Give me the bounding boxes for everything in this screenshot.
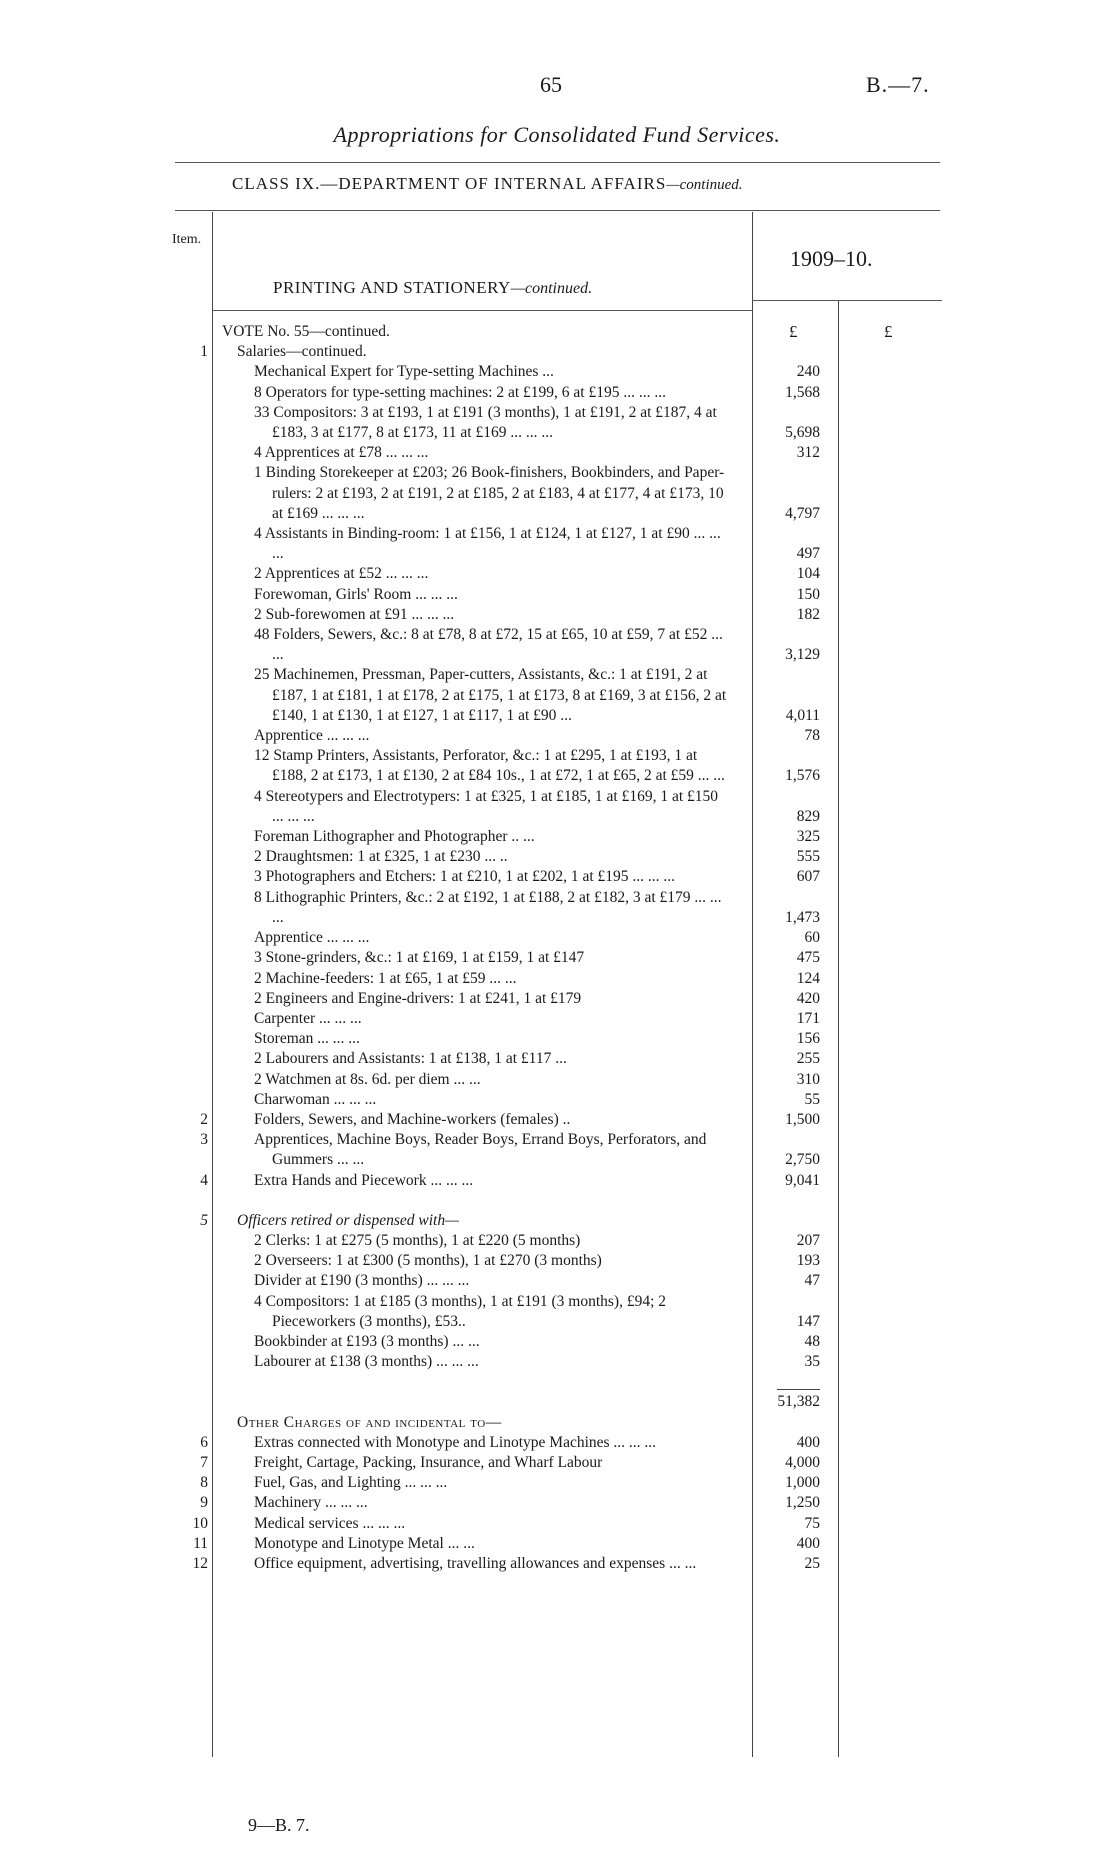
line-item-row xyxy=(0,1049,1114,1069)
line-item-amount: 829 xyxy=(796,807,820,825)
line-item-row xyxy=(0,1554,1114,1574)
line-item-row xyxy=(0,1453,1114,1473)
line-item-description: Monotype and Linotype Metal ... ... xyxy=(254,1534,475,1552)
line-item-amount: 182 xyxy=(796,605,820,623)
line-item-amount: 4,011 xyxy=(785,706,820,724)
line-item-amount: 35 xyxy=(804,1353,820,1371)
line-item-row xyxy=(0,1231,1114,1251)
line-item-amount: 48 xyxy=(804,1332,820,1350)
line-item-row xyxy=(0,989,1114,1009)
class-heading-suffix: —continued. xyxy=(666,177,743,193)
line-item-description: 1 Binding Storekeeper at £203; 26 Book-finishers, Bookbinders, and Paper-rulers: 2 at £193, 2 at £191, 2 at £185, 2 at £183, 4 at £177, 4 at £173, 10 at £169 ... ... ... xyxy=(254,464,725,522)
page-footer: 9—B. 7. xyxy=(248,1815,310,1835)
line-item-description: 4 Stereotypers and Electrotypers: 1 at £325, 1 at £185, 1 at £169, 1 at £150 ... ... ... xyxy=(254,787,719,825)
item-number: 12 xyxy=(192,1554,208,1572)
line-item-description: Salaries—continued. xyxy=(237,343,367,361)
line-item-amount: 255 xyxy=(796,1050,820,1068)
line-item-description: Extras connected with Monotype and Linotype Machines ... ... ... xyxy=(254,1433,657,1451)
line-item-description: 3 Stone-grinders, &c.: 1 at £169, 1 at £159, 1 at £147 xyxy=(254,949,585,967)
line-item-amount: 150 xyxy=(796,585,820,603)
line-item-description: Mechanical Expert for Type-setting Machines ... xyxy=(254,363,554,381)
line-item-row xyxy=(0,1473,1114,1493)
line-item-description: 8 Lithographic Printers, &c.: 2 at £192, 1 at £188, 2 at £182, 3 at £179 ... ... ... xyxy=(254,888,722,926)
line-item-amount: 4,797 xyxy=(785,504,820,522)
line-item-amount: 104 xyxy=(796,565,820,583)
line-items xyxy=(0,322,1114,1574)
section-heading xyxy=(273,278,592,298)
line-item-description: Machinery ... ... ... xyxy=(254,1494,368,1512)
line-item-row xyxy=(0,1251,1114,1271)
line-item-row xyxy=(0,1433,1114,1453)
line-item-description: Charwoman ... ... ... xyxy=(254,1090,377,1108)
line-item-row xyxy=(0,1110,1114,1130)
line-item-description: Labourer at £138 (3 months) ... ... ... xyxy=(254,1353,479,1371)
item-number: 4 xyxy=(200,1171,208,1189)
line-item-amount: 475 xyxy=(796,949,820,967)
item-number: 1 xyxy=(200,343,208,361)
line-item-amount: 1,473 xyxy=(785,908,820,926)
line-item-amount: 51,382 xyxy=(777,1389,820,1412)
line-item-amount: 1,576 xyxy=(785,767,820,785)
class-rule xyxy=(175,210,940,211)
line-item-description: Forewoman, Girls' Room ... ... ... xyxy=(254,585,458,603)
line-item-amount: 1,000 xyxy=(785,1474,820,1492)
line-item-row xyxy=(0,1514,1114,1534)
line-item-row xyxy=(0,1029,1114,1049)
line-item-description: 2 Sub-forewomen at £91 ... ... ... xyxy=(254,605,455,623)
page-number: 65 xyxy=(540,72,562,97)
line-item-amount: 4,000 xyxy=(785,1453,820,1471)
line-item-amount: 1,568 xyxy=(785,383,820,401)
line-item-amount: 60 xyxy=(804,929,820,947)
line-item-description: 12 Stamp Printers, Assistants, Perforator, &c.: 1 at £295, 1 at £193, 1 at £188, 2 at £173, 1 at £130, 2 at £84 10s., 1 at £72, 1 at £65, 2 at £59 ... ... xyxy=(254,747,725,785)
line-item-row xyxy=(0,1191,1114,1211)
line-item-row xyxy=(0,665,1114,726)
line-item-amount: 3,129 xyxy=(785,646,820,664)
line-item-amount: 607 xyxy=(796,868,820,886)
line-item-row xyxy=(0,787,1114,827)
line-item-row xyxy=(0,827,1114,847)
item-number: 10 xyxy=(192,1514,208,1532)
line-item-amount: 1,250 xyxy=(785,1494,820,1512)
line-item-description: 2 Overseers: 1 at £300 (5 months), 1 at £270 (3 months) xyxy=(254,1252,602,1270)
line-item-row xyxy=(0,888,1114,928)
item-number: 9 xyxy=(200,1494,208,1512)
line-item-row xyxy=(0,847,1114,867)
section-heading-text: PRINTING AND STATIONERY xyxy=(273,278,511,297)
line-item-row xyxy=(0,342,1114,362)
section-rule xyxy=(212,310,752,311)
item-number: 7 xyxy=(200,1453,208,1471)
line-item-description: 48 Folders, Sewers, &c.: 8 at £78, 8 at £72, 15 at £65, 10 at £59, 7 at £52 ... ... xyxy=(254,626,723,664)
line-item-description: 25 Machinemen, Pressman, Paper-cutters, Assistants, &c.: 1 at £191, 2 at £187, 1 at £181, 1 at £178, 2 at £175, 1 at £173, 8 at £169, 3 at £156, 2 at £140, 1 at £130, 1 at £127, 1 at £117, 1 at £90 ... xyxy=(254,666,727,724)
line-item-description: 2 Labourers and Assistants: 1 at £138, 1 at £117 ... xyxy=(254,1050,567,1068)
line-item-amount: 75 xyxy=(804,1514,820,1532)
line-item-amount: 497 xyxy=(796,545,820,563)
line-item-amount: 312 xyxy=(796,444,820,462)
line-item-amount: 78 xyxy=(804,727,820,745)
line-item-row xyxy=(0,1130,1114,1170)
line-item-description: Bookbinder at £193 (3 months) ... ... xyxy=(254,1332,480,1350)
line-item-row xyxy=(0,1392,1114,1412)
year-header: 1909–10. xyxy=(790,246,873,271)
line-item-row xyxy=(0,362,1114,382)
line-item-row xyxy=(0,948,1114,968)
line-item-amount: 124 xyxy=(796,969,820,987)
line-item-row xyxy=(0,746,1114,786)
line-item-description: Officers retired or dispensed with— xyxy=(237,1211,459,1229)
line-item-row xyxy=(0,322,1114,342)
line-item-description: Apprentice ... ... ... xyxy=(254,929,370,947)
line-item-amount: 25 xyxy=(804,1554,820,1572)
line-item-row xyxy=(0,1070,1114,1090)
line-item-row xyxy=(0,1332,1114,1352)
line-item-description xyxy=(254,1392,730,1412)
line-item-row xyxy=(0,585,1114,605)
item-column-header: Item. xyxy=(172,232,202,247)
line-item-description: 3 Photographers and Etchers: 1 at £210, 1 at £202, 1 at £195 ... ... ... xyxy=(254,868,676,886)
line-item-amount: 47 xyxy=(804,1272,820,1290)
line-item-amount: 55 xyxy=(804,1090,820,1108)
line-item-description: 33 Compositors: 3 at £193, 1 at £191 (3 months), 1 at £191, 2 at £187, 4 at £183, 3 at £177, 8 at £173, 11 at £169 ... ... ... xyxy=(254,403,717,442)
line-item-row xyxy=(0,1171,1114,1191)
class-heading xyxy=(232,174,743,194)
title-rule xyxy=(175,162,940,163)
line-item-description: Freight, Cartage, Packing, Insurance, and Wharf Labour xyxy=(254,1453,603,1471)
line-item-amount: 2,750 xyxy=(785,1151,820,1169)
line-item-row xyxy=(0,1271,1114,1291)
item-number: 8 xyxy=(200,1474,208,1492)
line-item-amount: 147 xyxy=(796,1312,820,1330)
line-item-description: Extra Hands and Piecework ... ... ... xyxy=(254,1171,474,1189)
line-item-row xyxy=(0,625,1114,665)
line-item-amount: 420 xyxy=(796,989,820,1007)
item-number: 5 xyxy=(200,1211,208,1229)
line-item-description: Carpenter ... ... ... xyxy=(254,1009,362,1027)
amount-unit-symbol: £ xyxy=(789,322,798,341)
line-item-amount: 240 xyxy=(796,363,820,381)
line-item-amount: 310 xyxy=(796,1070,820,1088)
line-item-description: 4 Apprentices at £78 ... ... ... xyxy=(254,444,429,462)
item-number: 3 xyxy=(200,1131,208,1149)
item-number: 2 xyxy=(200,1110,208,1128)
line-item-description: Medical services ... ... ... xyxy=(254,1514,406,1532)
line-item-row xyxy=(0,928,1114,948)
line-item-description: Other Charges of and incidental to— xyxy=(237,1413,502,1431)
line-item-amount: 400 xyxy=(796,1433,820,1451)
line-item-description: 2 Draughtsmen: 1 at £325, 1 at £230 ... .. xyxy=(254,848,508,866)
line-item-description: 2 Watchmen at 8s. 6d. per diem ... ... xyxy=(254,1070,481,1088)
document-reference: B.—7. xyxy=(866,72,930,97)
class-heading-text: CLASS IX.—DEPARTMENT OF INTERNAL AFFAIRS xyxy=(232,174,667,193)
line-item-row xyxy=(0,403,1114,443)
year-rule xyxy=(752,300,942,301)
line-item-row xyxy=(0,1534,1114,1554)
line-item-description: 8 Operators for type-setting machines: 2 at £199, 6 at £195 ... ... ... xyxy=(254,383,666,401)
line-item-description: Fuel, Gas, and Lighting ... ... ... xyxy=(254,1474,448,1492)
line-item-description: Apprentice ... ... ... xyxy=(254,727,370,745)
line-item-row xyxy=(0,463,1114,524)
line-item-description: 2 Machine-feeders: 1 at £65, 1 at £59 ... ... xyxy=(254,969,517,987)
line-item-row xyxy=(0,969,1114,989)
line-item-description: Folders, Sewers, and Machine-workers (females) .. xyxy=(254,1110,571,1128)
line-item-amount: 156 xyxy=(796,1030,820,1048)
line-item-description: Apprentices, Machine Boys, Reader Boys, Errand Boys, Perforators, and Gummers ... ... xyxy=(254,1131,707,1169)
line-item-row xyxy=(0,1352,1114,1372)
line-item-description: Office equipment, advertising, travelling allowances and expenses ... ... xyxy=(254,1554,697,1572)
line-item-description: VOTE No. 55—continued. xyxy=(222,323,390,340)
line-item-amount: 193 xyxy=(796,1252,820,1270)
line-item-description: 2 Clerks: 1 at £275 (5 months), 1 at £220 (5 months) xyxy=(254,1231,581,1249)
line-item-row xyxy=(0,383,1114,403)
line-item-row xyxy=(0,1292,1114,1332)
line-item-row xyxy=(0,1493,1114,1513)
line-item-row xyxy=(0,1090,1114,1110)
line-item-amount: 5,698 xyxy=(785,424,820,442)
line-item-row xyxy=(0,524,1114,564)
line-item-description: Storeman ... ... ... xyxy=(254,1030,360,1048)
line-item-description: 4 Assistants in Binding-room: 1 at £156, 1 at £124, 1 at £127, 1 at £90 ... ... ... xyxy=(254,525,721,563)
line-item-amount: 9,041 xyxy=(785,1171,820,1189)
line-item-description: Divider at £190 (3 months) ... ... ... xyxy=(254,1272,470,1290)
section-heading-suffix: —continued. xyxy=(510,280,593,297)
line-item-row xyxy=(0,564,1114,584)
line-item-amount: 1,500 xyxy=(785,1110,820,1128)
line-item-row xyxy=(0,867,1114,887)
line-item-amount: 325 xyxy=(796,828,820,846)
total-unit-symbol: £ xyxy=(884,322,893,341)
line-item-row xyxy=(0,1009,1114,1029)
line-item-row xyxy=(0,1211,1114,1231)
page-title: Appropriations for Consolidated Fund Services. xyxy=(333,122,781,147)
line-item-row xyxy=(0,605,1114,625)
line-item-description: 4 Compositors: 1 at £185 (3 months), 1 at £191 (3 months), £94; 2 Pieceworkers (3 months), £53.. xyxy=(254,1292,667,1330)
line-item-amount: 207 xyxy=(796,1231,820,1249)
line-item-amount: 171 xyxy=(796,1009,820,1027)
line-item-description: Foreman Lithographer and Photographer .. ... xyxy=(254,828,535,846)
line-item-description: 2 Engineers and Engine-drivers: 1 at £241, 1 at £179 xyxy=(254,989,582,1007)
line-item-row xyxy=(0,443,1114,463)
line-item-row xyxy=(0,726,1114,746)
item-number: 11 xyxy=(193,1534,208,1552)
line-item-row xyxy=(0,1372,1114,1392)
line-item-row xyxy=(0,1413,1114,1433)
line-item-description: 2 Apprentices at £52 ... ... ... xyxy=(254,565,429,583)
line-item-amount: 555 xyxy=(796,848,820,866)
line-item-amount: 400 xyxy=(796,1534,820,1552)
item-number: 6 xyxy=(200,1433,208,1451)
